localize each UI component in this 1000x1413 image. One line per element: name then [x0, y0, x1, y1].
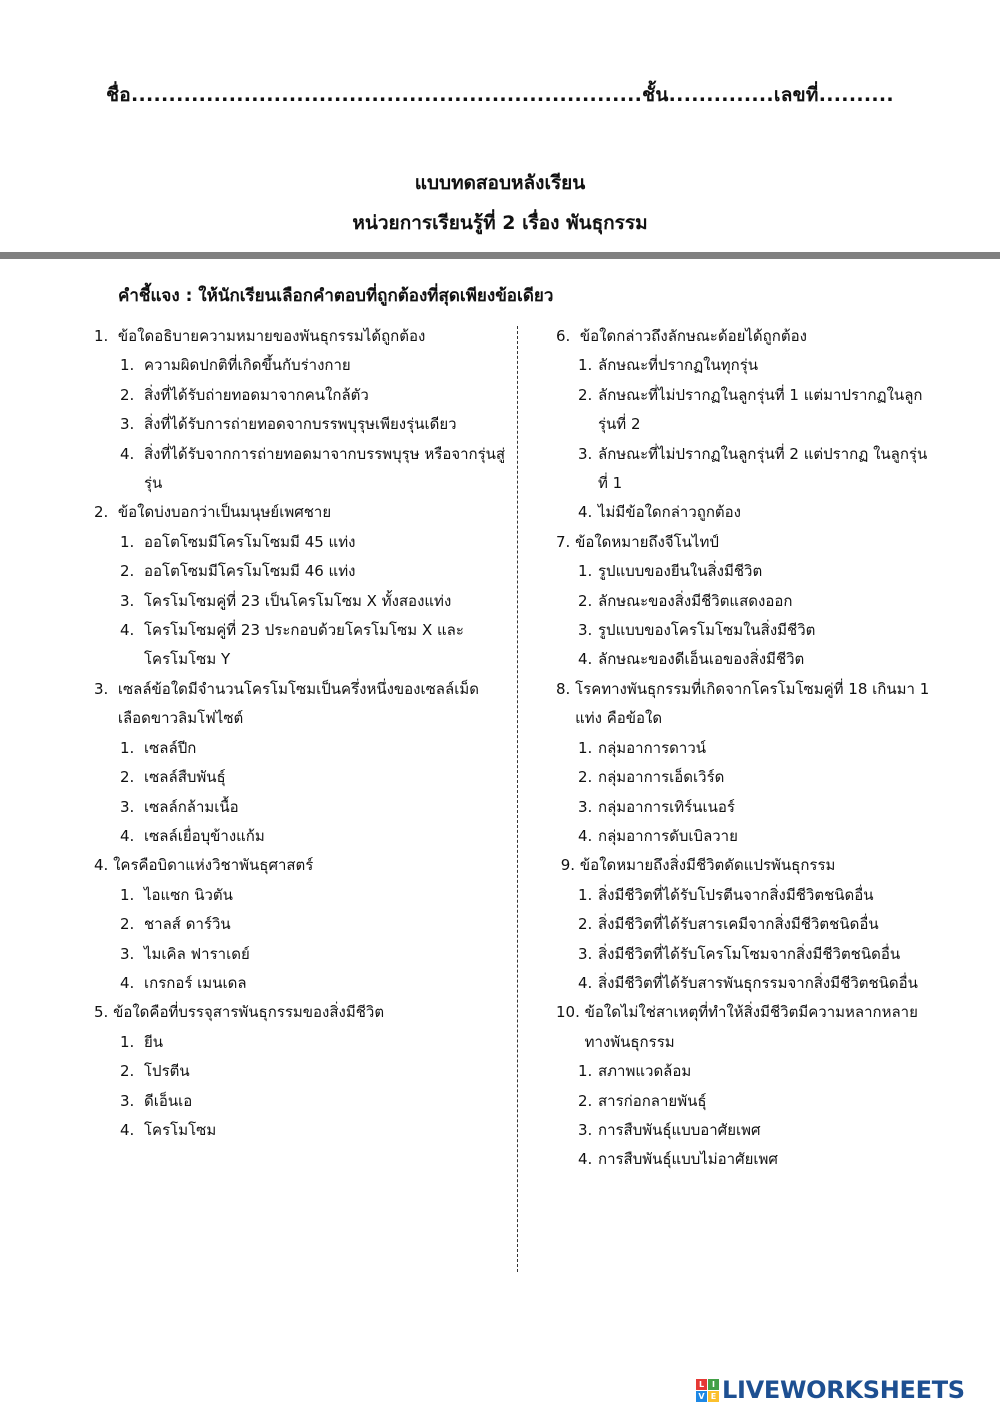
- question-line: [94, 998, 509, 1027]
- choice-text: สิ่งมีชีวิตที่ได้รับโปรตีนจากสิ่งมีชีวิตชนิดอื่น: [598, 885, 874, 904]
- answer-choice[interactable]: [578, 822, 936, 851]
- answer-choice[interactable]: [120, 616, 509, 675]
- choice-text: ลักษณะที่ไม่ปรากฏในลูกรุ่นที่ 2 แต่ปรากฏ ในลูกรุ่นที่ 1: [598, 444, 928, 493]
- answer-choice[interactable]: [120, 940, 509, 969]
- answer-choice[interactable]: [120, 587, 509, 616]
- choice-text: เซลล์เยื่อบุข้างแก้ม: [144, 826, 265, 845]
- answer-choice[interactable]: [120, 1028, 509, 1057]
- choice-text: สิ่งมีชีวิตที่ได้รับโครโมโซมจากสิ่งมีชีวิตชนิดอื่น: [598, 944, 901, 963]
- page-subtitle: หน่วยการเรียนรู้ที่ 2 เรื่อง พันธุกรรม: [352, 212, 648, 234]
- choice-text: โครโมโซมคู่ที่ 23 เป็นโครโมโซม X ทั้งสองแท่ง: [144, 591, 452, 610]
- answer-choice[interactable]: [120, 528, 509, 557]
- question-number: 7.: [556, 532, 576, 551]
- choice-text: การสืบพันธุ์แบบไม่อาศัยเพศ: [598, 1150, 778, 1169]
- question-line: [556, 998, 936, 1057]
- choice-number: 4.: [120, 1120, 135, 1139]
- choice-number: 2.: [578, 915, 593, 934]
- choice-number: 3.: [120, 415, 135, 434]
- choice-text: สิ่งที่ได้รับจากการถ่ายทอดมาจากบรรพบุรุษ หรือจากรุ่นสู่รุ่น: [144, 444, 506, 493]
- choice-text: ลักษณะที่ไม่ปรากฏในลูกรุ่นที่ 1 แต่มาปรากฏในลูกรุ่นที่ 2: [598, 385, 923, 434]
- answer-choice[interactable]: [120, 910, 509, 939]
- question-text: เซลล์ข้อใดมีจำนวนโครโมโซมเป็นครึ่งหนึ่งของเซลล์เม็ดเลือดขาวลิมโฟไซต์: [117, 679, 479, 728]
- question-number: 9.: [556, 856, 580, 875]
- question-text: ใครคือบิดาแห่งวิชาพันธุศาสตร์: [113, 856, 314, 875]
- answer-choice[interactable]: [578, 381, 936, 440]
- answer-choice[interactable]: [578, 351, 936, 380]
- choice-number: 4.: [120, 444, 135, 463]
- answer-choice[interactable]: [578, 763, 936, 792]
- question-text: ข้อใดหมายถึงจีโนไทป์: [575, 532, 719, 551]
- choice-number: 1.: [578, 562, 593, 581]
- question: [556, 851, 936, 998]
- choice-number: 2.: [120, 915, 135, 934]
- choice-text: สิ่งมีชีวิตที่ได้รับสารเคมีจากสิ่งมีชีวิตชนิดอื่น: [598, 915, 879, 934]
- choice-text: สภาพแวดล้อม: [598, 1062, 692, 1081]
- answer-choice[interactable]: [578, 645, 936, 674]
- choice-number: 1.: [578, 738, 593, 757]
- choice-number: 3.: [578, 944, 593, 963]
- question-number: 1.: [94, 327, 118, 345]
- question-text: ข้อใดอธิบายความหมายของพันธุกรรมได้ถูกต้อง: [117, 327, 426, 345]
- choice-number: 1.: [120, 532, 135, 551]
- question-line: [556, 322, 936, 351]
- left-column: [94, 322, 509, 1145]
- question-line: [556, 851, 936, 880]
- answer-choice[interactable]: [578, 940, 936, 969]
- logo-square: I: [708, 1379, 719, 1390]
- question-text: ข้อใดคือที่บรรจุสารพันธุกรรมของสิ่งมีชีวิต: [113, 1003, 385, 1022]
- choice-number: 1.: [120, 1032, 135, 1051]
- logo-text: LIVEWORKSHEETS: [722, 1376, 965, 1404]
- choice-text: ชาลส์ ดาร์วิน: [144, 915, 231, 934]
- choice-text: สิ่งที่ได้รับการถ่ายทอดจากบรรพบุรุษเพียงรุ่นเดียว: [144, 415, 457, 434]
- question: [94, 675, 509, 851]
- choice-number: 1.: [578, 1062, 593, 1081]
- answer-choice[interactable]: [120, 881, 509, 910]
- question-number: 6.: [556, 327, 580, 345]
- question: [94, 998, 509, 1145]
- logo-square: E: [708, 1391, 719, 1402]
- answer-choice[interactable]: [578, 557, 936, 586]
- column-divider: [517, 326, 518, 1272]
- choice-number: 1.: [578, 885, 593, 904]
- choice-text: ไม่มีข้อใดกล่าวถูกต้อง: [598, 503, 742, 522]
- choice-number: 4.: [578, 826, 593, 845]
- choice-number: 2.: [120, 562, 135, 581]
- choice-text: ยีน: [144, 1032, 164, 1051]
- choice-number: 2.: [578, 768, 593, 787]
- question-number: 2.: [94, 503, 118, 522]
- choice-text: ลักษณะของดีเอ็นเอของสิ่งมีชีวิต: [598, 650, 805, 669]
- answer-choice[interactable]: [120, 763, 509, 792]
- choice-number: 2.: [578, 591, 593, 610]
- answer-choice[interactable]: [120, 822, 509, 851]
- question-line: [94, 322, 509, 351]
- choice-text: เซลล์กล้ามเนื้อ: [144, 797, 239, 816]
- answer-choice[interactable]: [120, 381, 509, 410]
- question-line: [94, 498, 509, 527]
- question: [556, 998, 936, 1174]
- choice-number: 2.: [578, 1091, 593, 1110]
- question-line: [556, 528, 936, 557]
- choice-text: ดีเอ็นเอ: [144, 1091, 193, 1110]
- choice-number: 1.: [120, 738, 135, 757]
- question-line: [556, 675, 936, 734]
- choice-text: การสืบพันธุ์แบบอาศัยเพศ: [598, 1120, 761, 1139]
- choice-text: ไอแซก นิวตัน: [144, 885, 233, 904]
- choice-number: 1.: [120, 885, 135, 904]
- question: [556, 675, 936, 851]
- question-number: 10.: [556, 1003, 585, 1022]
- choice-number: 1.: [578, 356, 593, 375]
- answer-choice[interactable]: [120, 557, 509, 586]
- answer-choice[interactable]: [578, 793, 936, 822]
- choice-text: โปรตีน: [144, 1062, 190, 1081]
- question-text: ข้อใดบ่งบอกว่าเป็นมนุษย์เพศชาย: [117, 503, 332, 522]
- answer-choice[interactable]: [120, 734, 509, 763]
- choice-number: 3.: [578, 797, 593, 816]
- choice-text: กลุ่มอาการดับเบิลวาย: [598, 826, 738, 845]
- question-text: ข้อใดกล่าวถึงลักษณะด้อยได้ถูกต้อง: [579, 327, 807, 345]
- choice-number: 3.: [120, 797, 135, 816]
- choice-text: ไมเคิล ฟาราเดย์: [144, 944, 250, 963]
- answer-choice[interactable]: [120, 969, 509, 998]
- choice-number: 2.: [120, 768, 135, 787]
- choice-text: กลุ่มอาการดาวน์: [598, 738, 706, 757]
- answer-choice[interactable]: [120, 410, 509, 439]
- answer-choice[interactable]: [120, 1087, 509, 1116]
- logo-icon: [696, 1379, 719, 1402]
- question: [556, 322, 936, 528]
- choice-text: ออโตโซมมีโครโมโซมมี 45 แท่ง: [144, 532, 356, 551]
- choice-text: สิ่งที่ได้รับถ่ายทอดมาจากคนใกล้ตัว: [144, 385, 369, 404]
- answer-choice[interactable]: [578, 616, 936, 645]
- question: [556, 528, 936, 675]
- question-number: 3.: [94, 679, 118, 698]
- choice-number: 1.: [120, 356, 135, 375]
- answer-choice[interactable]: [578, 1057, 936, 1086]
- choice-number: 4.: [578, 973, 593, 992]
- choice-text: ออโตโซมมีโครโมโซมมี 46 แท่ง: [144, 562, 356, 581]
- logo-square: L: [696, 1379, 707, 1390]
- question: [94, 851, 509, 998]
- question-line: [94, 675, 509, 734]
- question: [94, 322, 509, 498]
- answer-choice[interactable]: [120, 351, 509, 380]
- instructions: คำชี้แจง : ให้นักเรียนเลือกคำตอบที่ถูกต้องที่สุดเพียงข้อเดียว: [118, 286, 554, 306]
- answer-choice[interactable]: [120, 793, 509, 822]
- answer-choice[interactable]: [578, 1116, 936, 1145]
- question-line: [94, 851, 509, 880]
- choice-text: โครโมโซมคู่ที่ 23 ประกอบด้วยโครโมโซม X และโครโมโซม Y: [144, 621, 464, 669]
- choice-number: 2.: [120, 1062, 135, 1081]
- answer-choice[interactable]: [578, 910, 936, 939]
- choice-number: 4.: [578, 650, 593, 669]
- choice-number: 4.: [120, 973, 135, 992]
- question-number: 5.: [94, 1003, 114, 1022]
- choice-number: 4.: [578, 503, 593, 522]
- choice-number: 4.: [578, 1150, 593, 1169]
- answer-choice[interactable]: [578, 498, 936, 527]
- choice-number: 3.: [578, 1120, 593, 1139]
- choice-number: 3.: [120, 944, 135, 963]
- header-divider: [0, 252, 1000, 259]
- answer-choice[interactable]: [578, 440, 936, 499]
- answer-choice[interactable]: [578, 881, 936, 910]
- choice-text: เซลล์ปีก: [144, 738, 197, 757]
- choice-number: 4.: [120, 826, 135, 845]
- question: [94, 498, 509, 674]
- right-column: [556, 322, 936, 1175]
- name-line: ชื่อ....................................................................ชั้น..............เลขที่..........: [106, 84, 894, 106]
- answer-choice[interactable]: [578, 969, 936, 998]
- choice-text: รูปแบบของยีนในสิ่งมีชีวิต: [598, 562, 763, 581]
- choice-text: สิ่งมีชีวิตที่ได้รับสารพันธุกรรมจากสิ่งมีชีวิตชนิดอื่น: [598, 973, 918, 992]
- answer-choice[interactable]: [120, 1116, 509, 1145]
- choice-number: 3.: [120, 1091, 135, 1110]
- choice-text: ลักษณะที่ปรากฏในทุกรุ่น: [598, 356, 759, 375]
- choice-text: รูปแบบของโครโมโซมในสิ่งมีชีวิต: [598, 621, 816, 640]
- liveworksheets-logo: [696, 1376, 965, 1404]
- choice-number: 2.: [120, 385, 135, 404]
- question-number: 4.: [94, 856, 114, 875]
- choice-number: 4.: [120, 621, 135, 640]
- choice-text: กลุ่มอาการเทิร์นเนอร์: [598, 797, 735, 816]
- choice-text: กลุ่มอาการเอ็ดเวิร์ด: [598, 768, 725, 787]
- answer-choice[interactable]: [578, 587, 936, 616]
- question-text: โรคทางพันธุกรรมที่เกิดจากโครโมโซมคู่ที่ 18 เกินมา 1 แท่ง คือข้อใด: [575, 679, 930, 728]
- question-text: ข้อใดหมายถึงสิ่งมีชีวิตดัดแปรพันธุกรรม: [579, 856, 836, 875]
- answer-choice[interactable]: [120, 440, 509, 499]
- question-text: ข้อใดไม่ใช่สาเหตุที่ทำให้สิ่งมีชีวิตมีความหลากหลายทางพันธุกรรม: [584, 1003, 918, 1051]
- choice-text: โครโมโซม: [144, 1120, 217, 1139]
- answer-choice[interactable]: [578, 1087, 936, 1116]
- question-number: 8.: [556, 679, 576, 698]
- choice-text: สารก่อกลายพันธุ์: [598, 1091, 707, 1110]
- logo-square: V: [696, 1391, 707, 1402]
- choice-number: 2.: [578, 385, 593, 404]
- choice-text: ลักษณะของสิ่งมีชีวิตแสดงออก: [598, 591, 793, 610]
- answer-choice[interactable]: [120, 1057, 509, 1086]
- choice-text: เซลล์สืบพันธุ์: [144, 768, 226, 787]
- choice-text: เกรกอร์ เมนเดล: [144, 973, 247, 992]
- choice-text: ความผิดปกติที่เกิดขึ้นกับร่างกาย: [144, 356, 351, 375]
- answer-choice[interactable]: [578, 1145, 936, 1174]
- choice-number: 3.: [578, 621, 593, 640]
- choice-number: 3.: [578, 444, 593, 463]
- page-title: แบบทดสอบหลังเรียน: [414, 172, 586, 194]
- choice-number: 3.: [120, 591, 135, 610]
- answer-choice[interactable]: [578, 734, 936, 763]
